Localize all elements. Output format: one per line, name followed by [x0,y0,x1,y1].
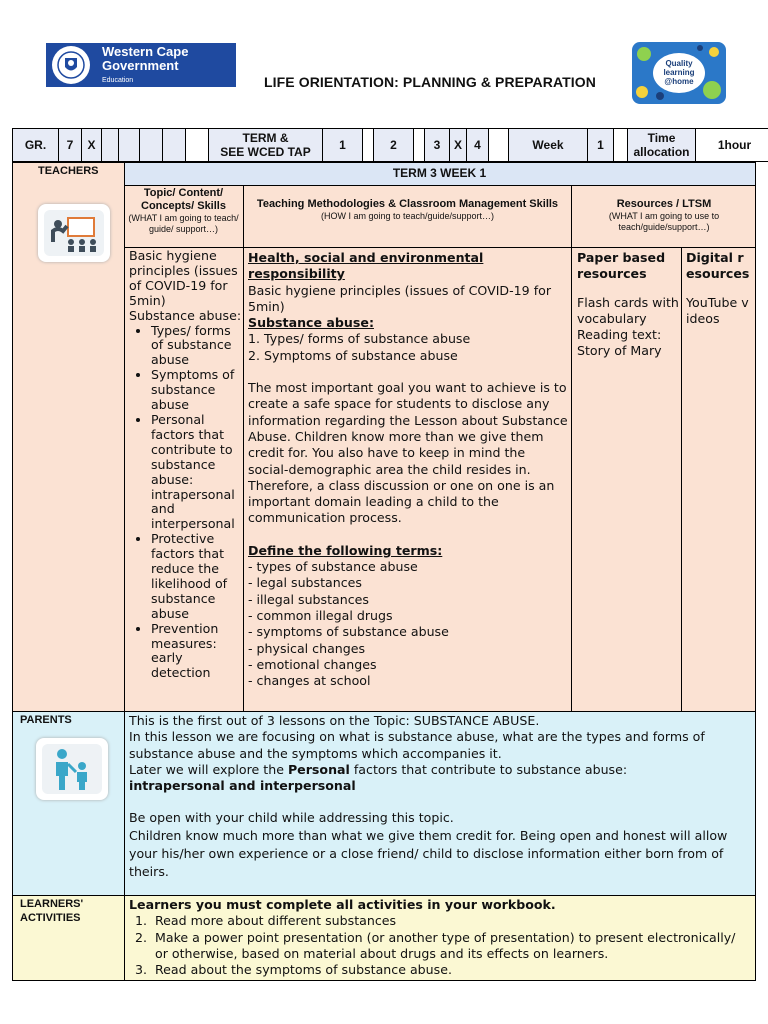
parent-child-icon [36,738,108,800]
teacher-classroom-icon [38,204,110,262]
digital-resources-column [686,250,752,327]
parents-p4: intrapersonal and interpersonal [129,778,356,794]
define-heading: Define the following terms: [248,542,443,558]
quality-learning-badge [630,40,728,106]
teachers-label: TEACHERS [38,165,99,177]
week-value: 1 [588,129,614,162]
term-1: 1 [323,129,363,162]
blank-cell [363,129,374,162]
logo-line-2: Government [102,57,179,73]
define-term: - physical changes [248,640,366,656]
define-term: - changes at school [248,673,371,689]
blank-cell [163,129,186,162]
grade-mark: X [82,129,102,162]
parents-p2: In this lesson we are focusing on what is substance abuse, what are the types and forms of substance abuse and the symptoms which accompanies it. [129,729,705,761]
learners-label-line-2: ACTIVITIES [20,912,81,924]
learners-text [129,897,751,978]
list-item: • Prevention measures: early detection [151,622,242,682]
col2-header-cell [250,198,565,222]
logo-line-3: Education [102,77,134,85]
list-item: 2. Make a power point presentation (or another type of presentation) to present electronically/ or otherwise, based on material about drugs and its effects on learners. [151,930,751,963]
method-heading-2: Substance abuse: [248,315,374,331]
blank-cell [186,129,209,162]
time-label-line-1: Time [647,131,676,145]
learners-heading: Learners you must complete all activities in your workbook. [129,897,556,912]
paper-item: Flash cards with vocabulary [577,294,679,326]
define-term: - emotional changes [248,656,377,672]
col1-subheader: (WHAT I am going to teach/ guide/ support…) [128,213,239,234]
blank-cell [119,129,140,162]
method-column [248,250,568,689]
topic-intro: Basic hygiene principles (issues of COVID-19 for 5min) [129,248,238,308]
term-3: 3 [425,129,450,162]
time-label-line-2: allocation [633,145,690,159]
badge-line-3: @home [664,77,694,86]
parents-p6: Children know much more than what we give them credit for. Being open and honest will allow your his/her own experience or a close friend/ child to disclose information either born from of theirs. [129,827,728,879]
blank-cell [102,129,119,162]
digital-item: YouTube videos [686,294,749,326]
method-line-3: 2. Symptoms of substance abuse [248,347,458,363]
parents-p3-bold: Personal [287,761,350,777]
col1-header-cell [126,187,241,235]
col3-header-cell [576,198,752,233]
define-term: - types of substance abuse [248,559,418,575]
badge-line-2: learning [663,68,695,77]
term-label-line-1: TERM & [242,131,289,145]
parents-p1: This is the first out of 3 lessons on the Topic: SUBSTANCE ABUSE. [129,713,540,728]
grade-label: GR. [13,129,59,162]
col1-header: Topic/ Content/ Concepts/ Skills [141,187,226,212]
parents-text [129,713,751,881]
col3-header: Resources / LTSM [616,198,712,210]
list-item: • Personal factors that contribute to substance abuse: intrapersonal and interpersonal [151,413,242,532]
info-row [12,128,768,162]
blank-cell [140,129,163,162]
paper-heading: Paper based resources [577,250,666,282]
term-label-line-2: SEE WCED TAP [220,145,311,159]
term-label [209,129,323,162]
parents-label: PARENTS [20,714,72,726]
digital-heading: Digital resources [686,250,750,282]
method-heading: Health, social and environmental responsibility [248,250,484,282]
term-4: 4 [467,129,489,162]
col3-subheader: (WHAT I am going to use to teach/guide/support…) [608,211,720,232]
list-item: 3. Read about the symptoms of substance abuse. [151,962,751,978]
list-item: • Protective factors that reduce the likelihood of substance abuse [151,532,242,621]
method-line-1: Basic hygiene principles (issues of COVID-19 for 5min) [248,282,552,314]
time-label [628,129,696,162]
learners-label [20,897,83,925]
paper-resources-column [577,250,679,360]
define-term: - legal substances [248,575,362,591]
method-paragraph: The most important goal you want to achieve is to create a safe space for students to disclose any information regarding the Lesson about Substance Abuse. Children know more than we give them credit for. You also have to keep in mind the social-demographic area the child resides in. Therefore, a class discussion or one on one is an important domain leading a child to the communication process. [248,380,568,526]
list-item: • Types/ forms of substance abuse [151,324,242,369]
list-item: 1. Read more about different substances [151,913,751,929]
page-title: LIFE ORIENTATION: PLANNING & PREPARATION [264,74,596,90]
western-cape-government-logo [46,43,236,87]
time-value: 1hour [696,129,768,162]
list-item: • Symptoms of substance abuse [151,368,242,413]
blank-cell [614,129,628,162]
topic-column [129,249,242,681]
topic-list [129,324,242,682]
week-label: Week [509,129,588,162]
blank-cell [489,129,509,162]
activity-list [129,913,751,978]
learners-label-line-1: LEARNERS' [20,898,84,910]
badge-line-1: Quality [665,59,693,68]
col2-subheader: (HOW I am going to teach/guide/support…) [320,211,495,221]
col2-header: Teaching Methodologies & Classroom Management Skills [256,198,559,210]
parents-p3 [129,762,751,778]
paper-item: Reading text: Story of Mary [577,327,662,359]
term-2: 2 [374,129,414,162]
grade-value: 7 [59,129,82,162]
parents-p3-post: factors that contribute to substance abuse: [349,761,628,777]
parents-p3-pre: Later we will explore the [129,761,288,777]
logo-line-1: Western Cape [102,44,189,60]
parents-p5: Be open with your child while addressing this topic. [129,810,454,826]
method-line-2: 1. Types/ forms of substance abuse [248,331,471,347]
topic-intro-2: Substance abuse: [129,307,242,323]
blank-cell [414,129,425,162]
define-term: - illegal substances [248,591,369,607]
define-term: - common illegal drugs [248,607,393,623]
define-term: - symptoms of substance abuse [248,624,449,640]
term-3-mark: X [450,129,467,162]
wcg-crest-icon [52,46,90,84]
term-week-title: TERM 3 WEEK 1 [392,166,487,180]
